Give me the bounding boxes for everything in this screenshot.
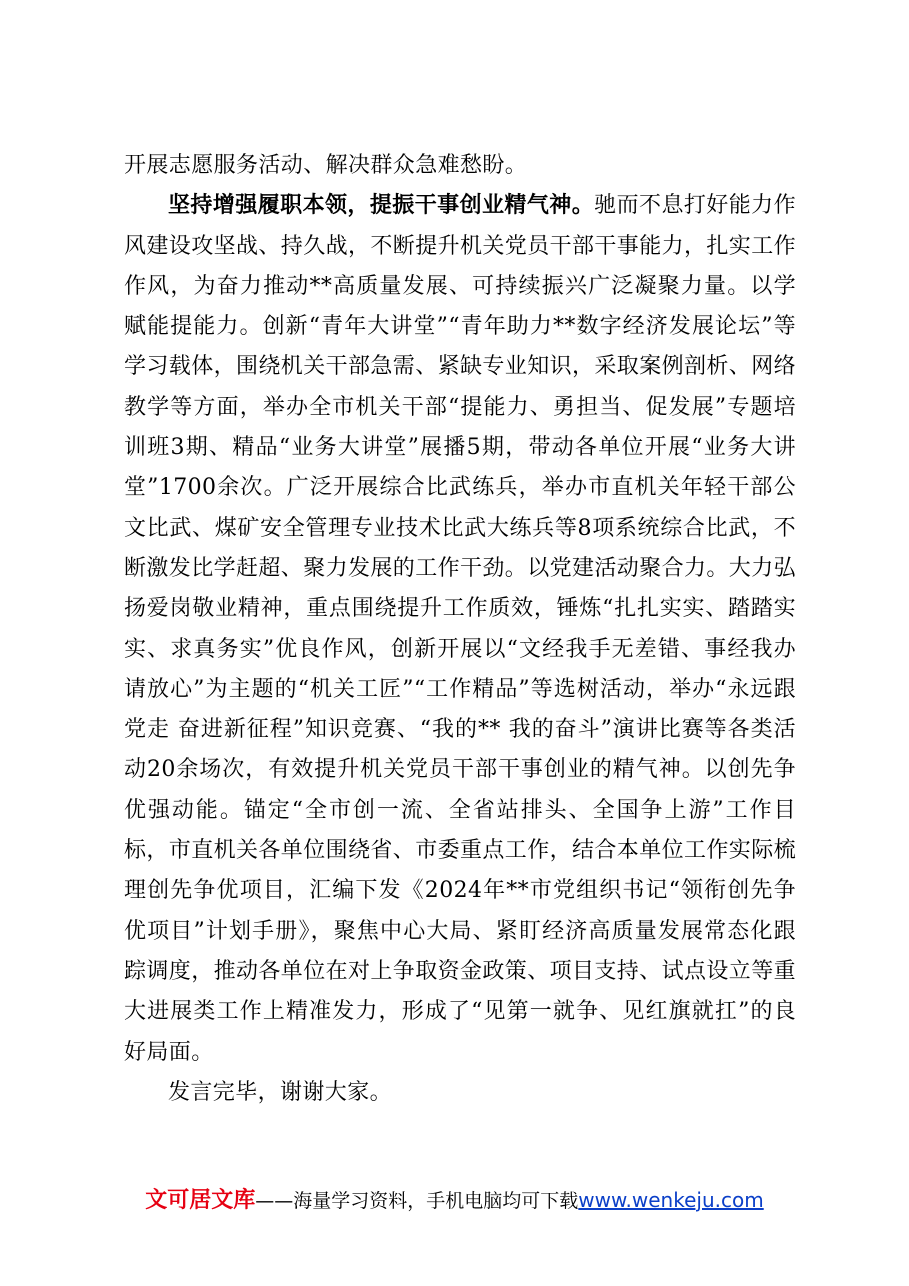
paragraph-continuation: 开展志愿服务活动、解决群众急难愁盼。 [124,153,528,178]
paragraph-heading: 坚持增强履职本领，提振干事创业精气神。 [168,193,595,219]
paragraph-body: 驰而不息打好能力作风建设攻坚战、持久战，不断提升机关党员干部干事能力，扎实工作作风，为奋力推动**高质量发展、可持续振兴广泛凝聚力量。以学赋能提能力。创新“青年大讲堂”“青年助力**数字经济发展论坛”等学习载体，围绕机关干部急需、紧缺专业知识，采取案例剖析、网络教学等方面，举办全市机关干部“提能力、勇担当、促发展”专题培训班3期、精品“业务大讲堂”展播5期，带动各单位开展“业务大讲堂”1700余次。广泛开展综合比武练兵，举办市直机关年轻干部公文比武、煤矿安全管理专业技术比武大练兵等8项系统综合比武，不断激发比学赶超、聚力发展的工作干劲。以党建活动聚合力。大力弘扬爱岗敬业精神，重点围绕提升工作质效，锤炼“扎扎实实、踏踏实实、求真务实”优良作风，创新开展以“文经我手无差错、事经我办请放心”为主题的“机关工匠”“工作精品”等选树活动，举办“永远跟党走 奋进新征程”知识竞赛、“我的** 我的奋斗”演讲比赛等各类活动20余场次，有效提升机关党员干部干事创业的精气神。以创先争优强动能。锚定“全市创一流、全省站排头、全国争上游”工作目标，市直机关各单位围绕省、市委重点工作，结合本单位工作实际梳理创先争优项目，汇编下发《2024年**市党组织书记“领衔创先争优项目”计划手册》，聚焦中心大局、紧盯经济高质量发展常态化跟踪调度，推动各单位在对上争取资金政策、项目支持、试点设立等重大进展类工作上精准发力，形成了“见第一就争、见红旗就扛”的良好局面。 [124,193,797,1065]
footer-banner [0,1183,909,1214]
paragraph-capability [124,186,796,1073]
footer-tagline: ——海量学习资料，手机电脑均可下载 [255,1190,579,1212]
paragraph-closing: 发言完毕，谢谢大家。 [168,1079,393,1105]
footer-link[interactable]: www.wenkeju.com [578,1188,764,1212]
document-body [124,146,796,1113]
footer-brand: 文可居文库 [145,1188,256,1213]
